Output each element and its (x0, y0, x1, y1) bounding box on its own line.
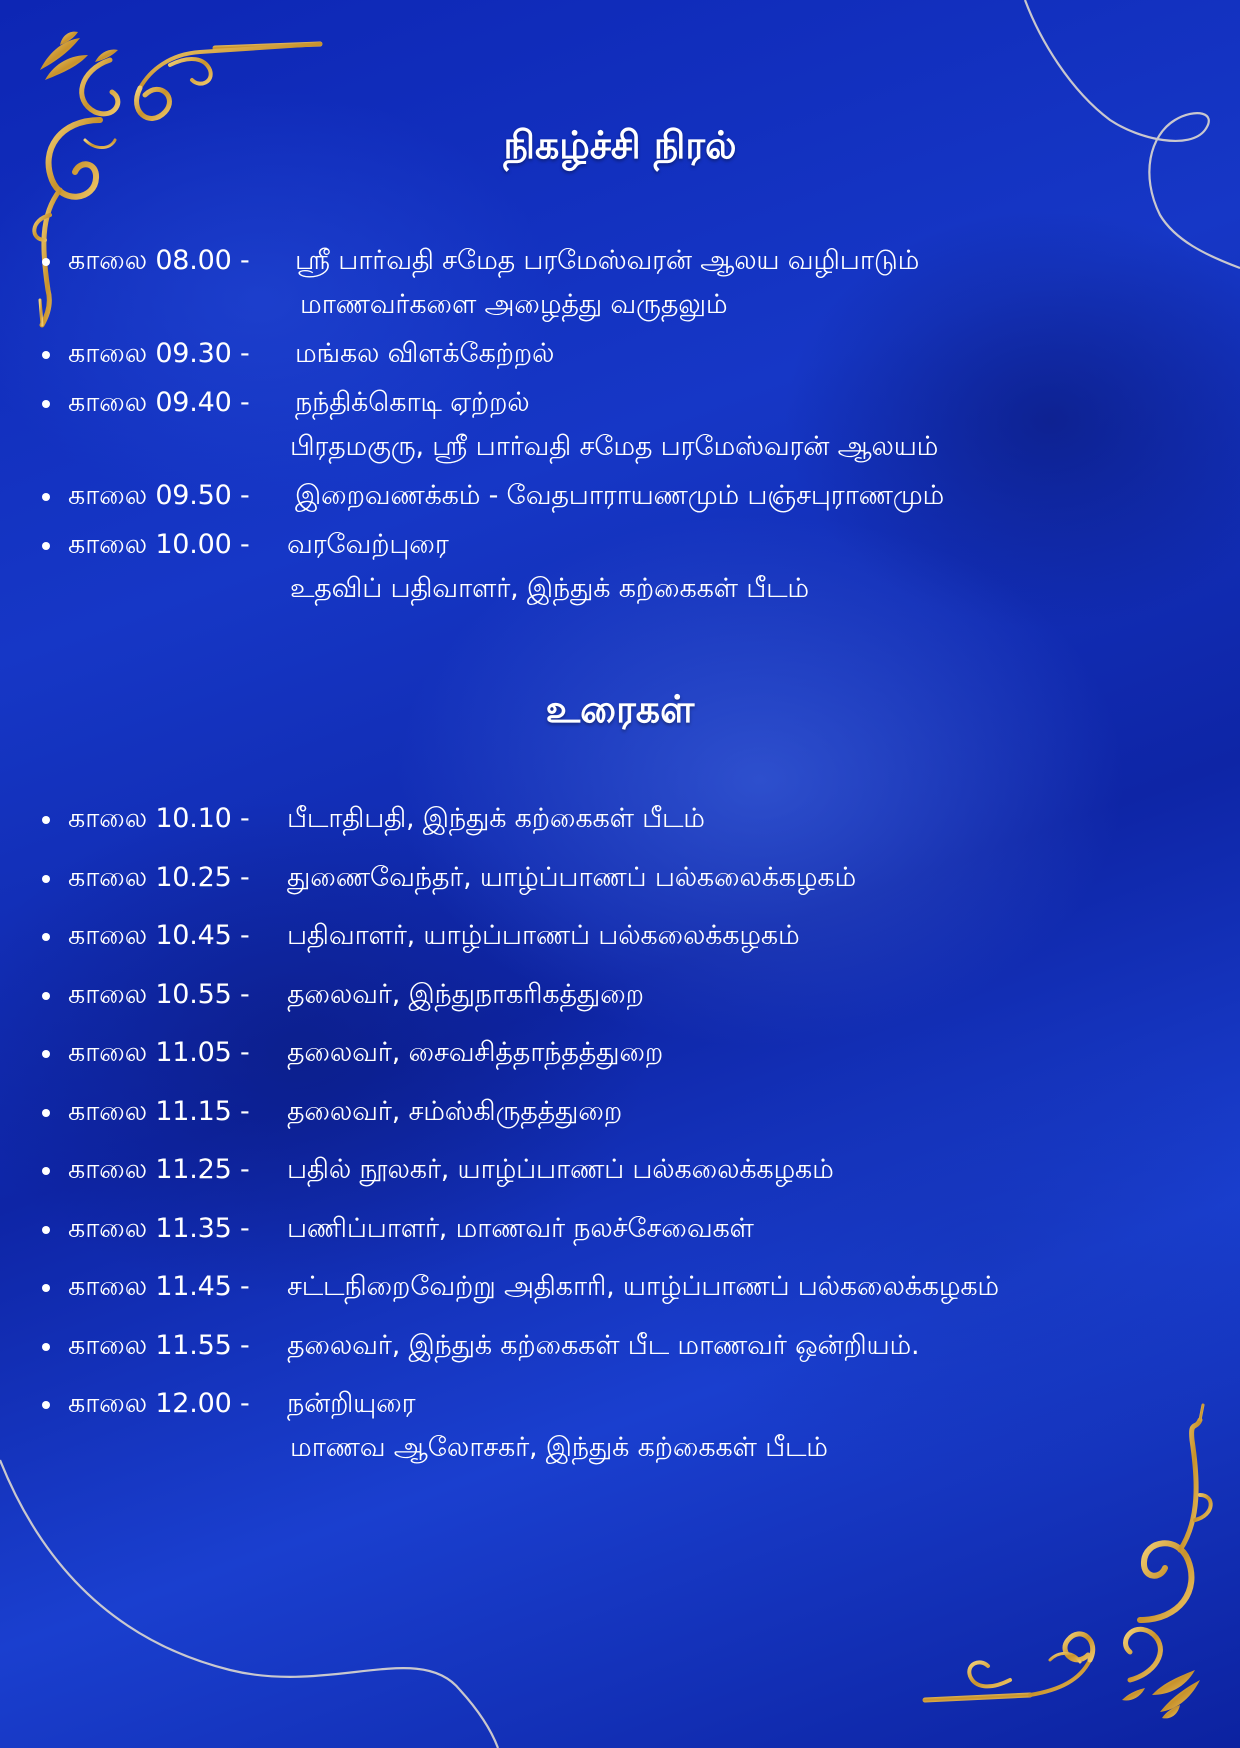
list-item (0, 914, 1240, 958)
item-time: காலை 11.35 - (68, 1212, 250, 1244)
speeches-title: உரைகள் (545, 687, 695, 731)
item-subtext: பிரதமகுரு, ஸ்ரீ பார்வதி சமேத பரமேஸ்வரன் ஆலயம் (290, 431, 939, 462)
list-item (0, 797, 1240, 841)
item-time: காலை 11.45 - (68, 1271, 250, 1302)
list-item (0, 1324, 1240, 1368)
list-item (0, 474, 1240, 518)
item-text: தலைவர், இந்துக் கற்கைகள் பீட மாணவர் ஒன்றியம். (287, 1329, 920, 1361)
item-text: பதில் நூலகர், யாழ்ப்பாணப் பல்கலைக்கழகம் (287, 1154, 834, 1185)
schedule-title: நிகழ்ச்சி நிரல் (503, 123, 737, 167)
list-item (0, 332, 1240, 376)
item-time: காலை 09.50 - (68, 480, 250, 511)
bottom-left-curve-icon (0, 1460, 498, 1748)
speeches-list (0, 797, 1240, 1485)
item-text: நன்றியுரை (287, 1388, 416, 1419)
list-item (0, 1382, 1240, 1470)
item-time: காலை 08.00 - (68, 245, 250, 276)
item-text: வரவேற்புரை (287, 529, 449, 560)
item-text: பதிவாளர், யாழ்ப்பாணப் பல்கலைக்கழகம் (287, 920, 800, 951)
item-time: காலை 11.15 - (68, 1095, 250, 1127)
item-time: காலை 10.25 - (68, 861, 250, 893)
item-time: காலை 12.00 - (68, 1388, 250, 1419)
item-text: தலைவர், சைவசித்தாந்தத்துறை (287, 1037, 664, 1068)
item-text: பீடாதிபதி, இந்துக் கற்கைகள் பீடம் (287, 803, 705, 834)
list-item (0, 239, 1240, 327)
item-time: காலை 09.40 - (68, 387, 250, 418)
item-time: காலை 10.55 - (68, 978, 250, 1010)
item-text: நந்திக்கொடி ஏற்றல் (295, 387, 530, 418)
top-left-leaf-icon (40, 32, 118, 80)
list-item (0, 856, 1240, 900)
list-item (0, 973, 1240, 1017)
list-item (0, 523, 1240, 611)
list-item (0, 381, 1240, 469)
list-item (0, 1207, 1240, 1251)
item-text: தலைவர், சம்ஸ்கிருதத்துறை (287, 1095, 623, 1127)
item-text: ஸ்ரீ பார்வதி சமேத பரமேஸ்வரன் ஆலய வழிபாடும் (295, 245, 920, 276)
item-text: பணிப்பாளர், மாணவர் நலச்சேவைகள் (287, 1212, 754, 1244)
item-time: காலை 10.10 - (68, 803, 250, 834)
list-item (0, 1090, 1240, 1134)
list-item (0, 1265, 1240, 1309)
item-time: காலை 10.00 - (68, 529, 250, 560)
list-item (0, 1148, 1240, 1192)
item-text: துணைவேந்தர், யாழ்ப்பாணப் பல்கலைக்கழகம் (287, 861, 857, 893)
item-text: சட்டநிறைவேற்று அதிகாரி, யாழ்ப்பாணப் பல்கலைக்கழகம் (287, 1271, 999, 1302)
item-time: காலை 10.45 - (68, 920, 250, 951)
item-text: மங்கல விளக்கேற்றல் (295, 338, 555, 369)
schedule-list (0, 239, 1240, 616)
item-time: காலை 11.05 - (68, 1037, 250, 1068)
item-time: காலை 11.55 - (68, 1329, 250, 1361)
item-subtext: மாணவ ஆலோசகர், இந்துக் கற்கைகள் பீடம் (290, 1432, 828, 1463)
item-time: காலை 11.25 - (68, 1154, 250, 1185)
item-text: தலைவர், இந்துநாகரிகத்துறை (287, 978, 644, 1010)
list-item (0, 1031, 1240, 1075)
item-time: காலை 09.30 - (68, 338, 250, 369)
item-subtext: மாணவர்களை அழைத்து வருதலும் (300, 289, 728, 320)
item-subtext: உதவிப் பதிவாளர், இந்துக் கற்கைகள் பீடம் (290, 573, 809, 604)
item-text: இறைவணக்கம் - வேதபாராயணமும் பஞ்சபுராணமும் (295, 480, 945, 511)
bottom-right-leaf-icon (1122, 1670, 1200, 1718)
